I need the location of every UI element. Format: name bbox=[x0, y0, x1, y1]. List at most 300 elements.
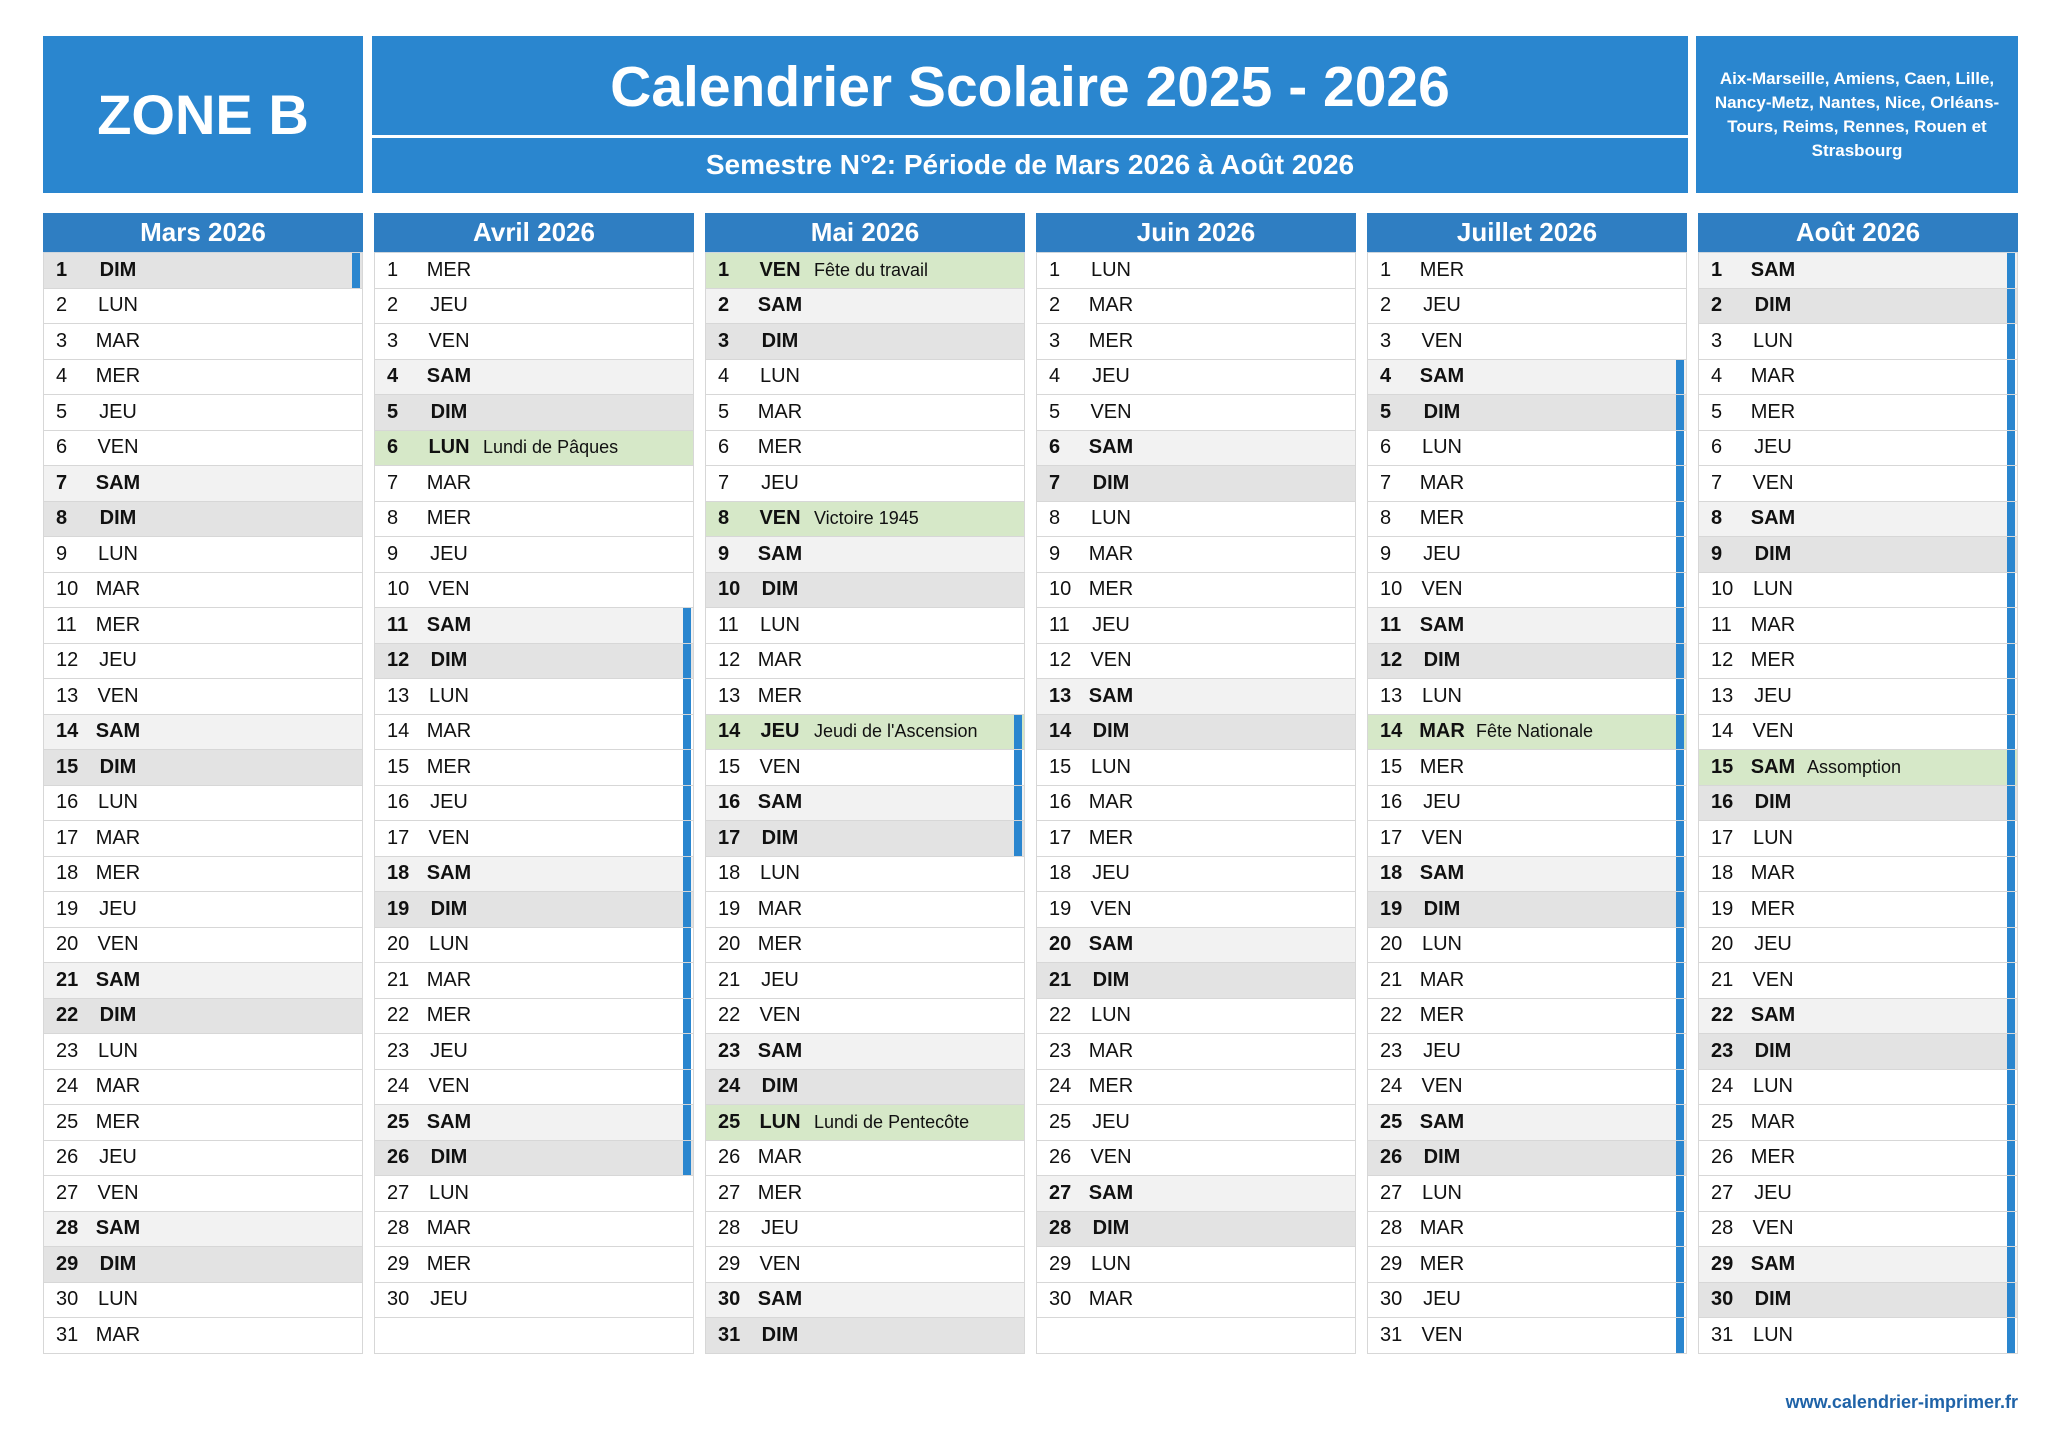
day-row bbox=[1698, 750, 2018, 786]
day-number: 9 bbox=[56, 542, 68, 565]
day-number: 24 bbox=[56, 1075, 79, 1098]
day-row bbox=[1698, 1034, 2018, 1070]
day-row bbox=[1367, 395, 1687, 431]
day-number: 14 bbox=[1711, 720, 1734, 743]
day-number: 16 bbox=[1711, 791, 1734, 814]
month-header: Mars 2026 bbox=[43, 213, 363, 253]
weekday-label: JEU bbox=[430, 542, 468, 565]
day-row bbox=[705, 608, 1025, 644]
day-number: 25 bbox=[1380, 1110, 1403, 1133]
day-row bbox=[374, 679, 694, 715]
day-row bbox=[43, 289, 363, 325]
weekday-label: JEU bbox=[1423, 1288, 1461, 1311]
weekday-label: MAR bbox=[757, 400, 803, 423]
weekday-label: MER bbox=[757, 1181, 803, 1204]
day-row bbox=[374, 431, 694, 467]
weekday-label: JEU bbox=[760, 720, 800, 743]
day-row bbox=[374, 537, 694, 573]
day-number: 16 bbox=[1049, 791, 1072, 814]
day-row bbox=[1698, 1318, 2018, 1354]
weekday-label: SAM bbox=[1088, 1181, 1134, 1204]
day-number: 16 bbox=[387, 791, 410, 814]
weekday-label: MAR bbox=[1088, 1288, 1134, 1311]
day-row bbox=[1367, 1176, 1687, 1212]
weekday-label: SAM bbox=[1419, 862, 1465, 885]
weekday-label: SAM bbox=[426, 862, 472, 885]
day-number: 30 bbox=[387, 1288, 410, 1311]
weekday-label: LUN bbox=[1090, 755, 1131, 778]
day-number: 29 bbox=[387, 1252, 410, 1275]
weekday-label: VEN bbox=[759, 1252, 801, 1275]
weekday-label: VEN bbox=[97, 436, 139, 459]
day-number: 20 bbox=[1049, 933, 1072, 956]
weekday-label: VEN bbox=[1752, 968, 1794, 991]
day-row bbox=[705, 1247, 1025, 1283]
day-row bbox=[1367, 750, 1687, 786]
day-row bbox=[43, 963, 363, 999]
weekday-label: DIM bbox=[99, 1252, 137, 1275]
weekday-label: MAR bbox=[757, 1146, 803, 1169]
day-number: 25 bbox=[1711, 1110, 1734, 1133]
day-number: 2 bbox=[56, 294, 68, 317]
day-number: 17 bbox=[387, 826, 410, 849]
weekday-label: MAR bbox=[95, 329, 141, 352]
day-number: 2 bbox=[718, 294, 730, 317]
day-row bbox=[1036, 1247, 1356, 1283]
month-column bbox=[1698, 213, 2018, 1354]
weekday-label: MER bbox=[426, 258, 472, 281]
day-row bbox=[1036, 1283, 1356, 1319]
day-number: 26 bbox=[387, 1146, 410, 1169]
holiday-name: Lundi de Pentecôte bbox=[814, 1111, 970, 1132]
day-number: 20 bbox=[1380, 933, 1403, 956]
day-row bbox=[43, 644, 363, 680]
day-number: 4 bbox=[1380, 365, 1392, 388]
day-number: 6 bbox=[1711, 436, 1723, 459]
day-row bbox=[705, 786, 1025, 822]
day-row bbox=[1036, 537, 1356, 573]
day-row bbox=[1367, 1105, 1687, 1141]
weekday-label: SAM bbox=[95, 471, 141, 494]
day-number: 18 bbox=[56, 862, 79, 885]
weekday-label: MAR bbox=[1088, 791, 1134, 814]
weekday-label: DIM bbox=[1423, 1146, 1461, 1169]
day-number: 28 bbox=[1380, 1217, 1403, 1240]
day-number: 11 bbox=[1049, 613, 1070, 636]
weekday-label: JEU bbox=[430, 1288, 468, 1311]
day-number: 19 bbox=[1711, 897, 1734, 920]
day-row bbox=[1036, 466, 1356, 502]
weekday-label: SAM bbox=[95, 1217, 141, 1240]
weekday-label: JEU bbox=[430, 1039, 468, 1062]
day-row bbox=[374, 1070, 694, 1106]
day-row bbox=[1367, 821, 1687, 857]
day-number: 5 bbox=[1380, 400, 1392, 423]
day-number: 18 bbox=[1380, 862, 1403, 885]
weekday-label: VEN bbox=[1421, 1075, 1463, 1098]
weekday-label: SAM bbox=[1419, 1110, 1465, 1133]
day-number: 6 bbox=[1380, 436, 1392, 459]
day-number: 30 bbox=[56, 1288, 79, 1311]
weekday-label: SAM bbox=[1419, 365, 1465, 388]
weekday-label: SAM bbox=[1750, 1004, 1796, 1027]
website-link[interactable]: www.calendrier-imprimer.fr bbox=[1785, 1392, 2018, 1412]
day-number: 7 bbox=[387, 471, 399, 494]
day-number: 3 bbox=[718, 329, 730, 352]
day-row bbox=[1036, 1070, 1356, 1106]
weekday-label: MER bbox=[1419, 507, 1465, 530]
holiday-name: Assomption bbox=[1807, 756, 1902, 777]
day-number: 22 bbox=[1711, 1004, 1734, 1027]
day-row bbox=[43, 1141, 363, 1177]
day-number: 18 bbox=[1049, 862, 1072, 885]
page-subtitle: Semestre N°2: Période de Mars 2026 à Août 2026 bbox=[705, 149, 1355, 180]
day-number: 1 bbox=[1049, 258, 1061, 281]
day-number: 24 bbox=[387, 1075, 410, 1098]
weekday-label: JEU bbox=[1423, 1039, 1461, 1062]
day-number: 4 bbox=[56, 365, 68, 388]
day-row bbox=[43, 750, 363, 786]
day-number: 13 bbox=[1380, 684, 1403, 707]
weekday-label: DIM bbox=[99, 258, 137, 281]
weekday-label: MAR bbox=[1419, 720, 1465, 743]
day-number: 27 bbox=[56, 1181, 79, 1204]
day-number: 20 bbox=[1711, 933, 1734, 956]
title-divider bbox=[372, 135, 1688, 138]
day-row bbox=[1036, 289, 1356, 325]
weekday-label: DIM bbox=[430, 400, 468, 423]
weekday-label: DIM bbox=[430, 897, 468, 920]
weekday-label: DIM bbox=[761, 1323, 799, 1346]
weekday-label: MAR bbox=[95, 578, 141, 601]
day-row bbox=[1698, 1105, 2018, 1141]
day-number: 17 bbox=[1711, 826, 1734, 849]
day-number: 27 bbox=[1711, 1181, 1734, 1204]
day-row bbox=[1367, 360, 1687, 396]
month-header: Juillet 2026 bbox=[1367, 213, 1687, 253]
day-row bbox=[1036, 857, 1356, 893]
weekday-label: MER bbox=[95, 1110, 141, 1133]
day-number: 28 bbox=[1711, 1217, 1734, 1240]
day-row bbox=[374, 360, 694, 396]
day-number: 9 bbox=[387, 542, 399, 565]
months-grid bbox=[43, 213, 2018, 1385]
weekday-label: MAR bbox=[1750, 613, 1796, 636]
weekday-label: JEU bbox=[1092, 365, 1130, 388]
day-number: 16 bbox=[718, 791, 741, 814]
day-row bbox=[1036, 963, 1356, 999]
weekday-label: DIM bbox=[1754, 1039, 1792, 1062]
day-number: 12 bbox=[1049, 649, 1072, 672]
day-number: 7 bbox=[56, 471, 68, 494]
day-number: 23 bbox=[56, 1039, 79, 1062]
day-number: 21 bbox=[56, 968, 79, 991]
weekday-label: JEU bbox=[1092, 1110, 1130, 1133]
day-row bbox=[1698, 253, 2018, 289]
day-row bbox=[1367, 1141, 1687, 1177]
day-number: 12 bbox=[718, 649, 741, 672]
empty-row bbox=[374, 1318, 694, 1354]
day-number: 10 bbox=[1380, 578, 1403, 601]
day-number: 14 bbox=[1380, 720, 1403, 743]
day-number: 23 bbox=[387, 1039, 410, 1062]
day-row bbox=[1367, 1070, 1687, 1106]
day-row bbox=[43, 360, 363, 396]
weekday-label: MER bbox=[1088, 1075, 1134, 1098]
weekday-label: LUN bbox=[759, 862, 800, 885]
day-row bbox=[705, 1283, 1025, 1319]
day-row bbox=[374, 1141, 694, 1177]
day-number: 31 bbox=[1711, 1323, 1734, 1346]
weekday-label: MER bbox=[1750, 649, 1796, 672]
day-number: 2 bbox=[387, 294, 399, 317]
weekday-label: VEN bbox=[1752, 1217, 1794, 1240]
day-row bbox=[374, 502, 694, 538]
weekday-label: LUN bbox=[1752, 578, 1793, 601]
day-number: 21 bbox=[1380, 968, 1403, 991]
day-number: 21 bbox=[1711, 968, 1734, 991]
day-row bbox=[1367, 892, 1687, 928]
weekday-label: MAR bbox=[1088, 1039, 1134, 1062]
weekday-label: MER bbox=[1750, 400, 1796, 423]
weekday-label: MER bbox=[1419, 755, 1465, 778]
weekday-label: SAM bbox=[1088, 436, 1134, 459]
month-header: Avril 2026 bbox=[374, 213, 694, 253]
day-row bbox=[1036, 1034, 1356, 1070]
day-number: 29 bbox=[1380, 1252, 1403, 1275]
weekday-label: LUN bbox=[97, 791, 138, 814]
weekday-label: DIM bbox=[99, 1004, 137, 1027]
day-row bbox=[1036, 608, 1356, 644]
day-row bbox=[1036, 679, 1356, 715]
day-row bbox=[705, 1318, 1025, 1354]
day-row bbox=[1698, 644, 2018, 680]
weekday-label: DIM bbox=[1754, 542, 1792, 565]
weekday-label: LUN bbox=[1421, 933, 1462, 956]
day-number: 20 bbox=[56, 933, 79, 956]
day-number: 8 bbox=[56, 507, 68, 530]
day-row bbox=[1367, 928, 1687, 964]
day-number: 8 bbox=[1711, 507, 1723, 530]
day-row bbox=[1036, 786, 1356, 822]
weekday-label: LUN bbox=[428, 933, 469, 956]
day-number: 18 bbox=[387, 862, 410, 885]
weekday-label: MER bbox=[757, 684, 803, 707]
day-number: 30 bbox=[1380, 1288, 1403, 1311]
weekday-label: DIM bbox=[761, 826, 799, 849]
weekday-label: LUN bbox=[1421, 1181, 1462, 1204]
day-row bbox=[43, 1318, 363, 1354]
day-row bbox=[705, 1034, 1025, 1070]
weekday-label: JEU bbox=[1092, 613, 1130, 636]
day-number: 4 bbox=[1711, 365, 1723, 388]
weekday-label: MAR bbox=[1750, 365, 1796, 388]
weekday-label: JEU bbox=[430, 791, 468, 814]
day-number: 20 bbox=[718, 933, 741, 956]
day-number: 19 bbox=[1049, 897, 1072, 920]
day-row bbox=[705, 537, 1025, 573]
day-row bbox=[374, 1034, 694, 1070]
weekday-label: DIM bbox=[1754, 1288, 1792, 1311]
day-row bbox=[374, 786, 694, 822]
day-number: 15 bbox=[56, 755, 79, 778]
day-row bbox=[374, 963, 694, 999]
weekday-label: VEN bbox=[1421, 329, 1463, 352]
day-number: 14 bbox=[718, 720, 741, 743]
day-row bbox=[374, 750, 694, 786]
weekday-label: LUN bbox=[1090, 258, 1131, 281]
day-number: 25 bbox=[718, 1110, 741, 1133]
day-row bbox=[43, 1247, 363, 1283]
day-number: 10 bbox=[1049, 578, 1072, 601]
weekday-label: JEU bbox=[1754, 933, 1792, 956]
day-number: 22 bbox=[1380, 1004, 1403, 1027]
day-row bbox=[705, 679, 1025, 715]
day-number: 21 bbox=[1049, 968, 1072, 991]
day-row bbox=[43, 466, 363, 502]
day-row bbox=[1367, 857, 1687, 893]
day-row bbox=[1036, 1105, 1356, 1141]
day-number: 10 bbox=[56, 578, 79, 601]
day-row bbox=[1698, 679, 2018, 715]
day-number: 1 bbox=[387, 258, 399, 281]
day-row bbox=[705, 928, 1025, 964]
day-number: 17 bbox=[718, 826, 741, 849]
weekday-label: SAM bbox=[1419, 613, 1465, 636]
month-header: Juin 2026 bbox=[1036, 213, 1356, 253]
day-row bbox=[374, 999, 694, 1035]
day-row bbox=[1367, 466, 1687, 502]
day-number: 12 bbox=[1711, 649, 1734, 672]
weekday-label: MER bbox=[426, 507, 472, 530]
day-number: 10 bbox=[718, 578, 741, 601]
day-row bbox=[374, 1212, 694, 1248]
weekday-label: SAM bbox=[426, 613, 472, 636]
day-number: 3 bbox=[387, 329, 399, 352]
day-row bbox=[43, 1283, 363, 1319]
weekday-label: DIM bbox=[1092, 1217, 1130, 1240]
weekday-label: SAM bbox=[95, 968, 141, 991]
weekday-label: VEN bbox=[428, 578, 470, 601]
day-number: 7 bbox=[1711, 471, 1723, 494]
day-row bbox=[1036, 999, 1356, 1035]
month-column bbox=[1367, 213, 1687, 1354]
day-number: 8 bbox=[1380, 507, 1392, 530]
month-column bbox=[43, 213, 363, 1354]
weekday-label: VEN bbox=[428, 1075, 470, 1098]
day-row bbox=[1698, 608, 2018, 644]
day-number: 22 bbox=[387, 1004, 410, 1027]
weekday-label: DIM bbox=[1092, 471, 1130, 494]
day-number: 28 bbox=[56, 1217, 79, 1240]
day-number: 21 bbox=[387, 968, 410, 991]
weekday-label: VEN bbox=[1421, 826, 1463, 849]
day-row bbox=[1367, 963, 1687, 999]
day-number: 4 bbox=[718, 365, 730, 388]
holiday-name: Lundi de Pâques bbox=[483, 437, 619, 458]
weekday-label: DIM bbox=[99, 507, 137, 530]
day-row bbox=[374, 324, 694, 360]
day-row bbox=[1367, 1247, 1687, 1283]
day-row bbox=[1367, 786, 1687, 822]
weekday-label: DIM bbox=[99, 755, 137, 778]
day-row bbox=[1698, 466, 2018, 502]
month-column bbox=[705, 213, 1025, 1354]
day-number: 11 bbox=[718, 613, 739, 636]
weekday-label: JEU bbox=[99, 1146, 137, 1169]
day-row bbox=[1036, 1176, 1356, 1212]
day-row bbox=[374, 644, 694, 680]
day-row bbox=[1036, 821, 1356, 857]
weekday-label: JEU bbox=[430, 294, 468, 317]
day-row bbox=[43, 857, 363, 893]
weekday-label: VEN bbox=[97, 684, 139, 707]
weekday-label: DIM bbox=[1754, 791, 1792, 814]
day-number: 15 bbox=[1049, 755, 1072, 778]
day-number: 11 bbox=[1711, 613, 1732, 636]
weekday-label: LUN bbox=[428, 436, 470, 459]
day-row bbox=[705, 253, 1025, 289]
day-row bbox=[705, 1212, 1025, 1248]
day-number: 16 bbox=[56, 791, 79, 814]
weekday-label: LUN bbox=[1752, 826, 1793, 849]
day-row bbox=[43, 892, 363, 928]
day-number: 17 bbox=[56, 826, 79, 849]
day-number: 26 bbox=[718, 1146, 741, 1169]
day-number: 21 bbox=[718, 968, 741, 991]
day-row bbox=[374, 928, 694, 964]
day-row bbox=[1698, 360, 2018, 396]
day-number: 12 bbox=[387, 649, 410, 672]
day-number: 19 bbox=[718, 897, 741, 920]
day-number: 26 bbox=[1049, 1146, 1072, 1169]
weekday-label: SAM bbox=[1750, 258, 1796, 281]
day-row bbox=[705, 502, 1025, 538]
weekday-label: MER bbox=[1088, 826, 1134, 849]
day-row bbox=[1367, 1283, 1687, 1319]
day-number: 26 bbox=[56, 1146, 79, 1169]
day-row bbox=[705, 395, 1025, 431]
weekday-label: VEN bbox=[1752, 471, 1794, 494]
day-number: 29 bbox=[1711, 1252, 1734, 1275]
weekday-label: LUN bbox=[1421, 684, 1462, 707]
regions-list: Aix-Marseille, Amiens, Caen, Lille, Nancy-Metz, Nantes, Nice, Orléans-Tours, Reims, Rennes, Rouen et Strasbourg bbox=[1696, 36, 2018, 193]
day-row bbox=[705, 1105, 1025, 1141]
day-row bbox=[43, 1212, 363, 1248]
weekday-label: JEU bbox=[1423, 791, 1461, 814]
month-header: Août 2026 bbox=[1698, 213, 2018, 253]
day-number: 24 bbox=[1711, 1075, 1734, 1098]
day-number: 13 bbox=[1049, 684, 1072, 707]
weekday-label: SAM bbox=[757, 542, 803, 565]
day-row bbox=[1367, 608, 1687, 644]
day-row bbox=[1698, 289, 2018, 325]
day-row bbox=[1367, 1318, 1687, 1354]
weekday-label: MER bbox=[1419, 1004, 1465, 1027]
weekday-label: MAR bbox=[426, 471, 472, 494]
weekday-label: JEU bbox=[761, 968, 799, 991]
day-row bbox=[43, 431, 363, 467]
day-number: 9 bbox=[1711, 542, 1723, 565]
weekday-label: LUN bbox=[97, 1039, 138, 1062]
day-row bbox=[1698, 1176, 2018, 1212]
day-number: 22 bbox=[718, 1004, 741, 1027]
day-number: 17 bbox=[1049, 826, 1072, 849]
day-row bbox=[1036, 360, 1356, 396]
day-number: 19 bbox=[1380, 897, 1403, 920]
day-number: 8 bbox=[387, 507, 399, 530]
day-number: 1 bbox=[1711, 258, 1723, 281]
